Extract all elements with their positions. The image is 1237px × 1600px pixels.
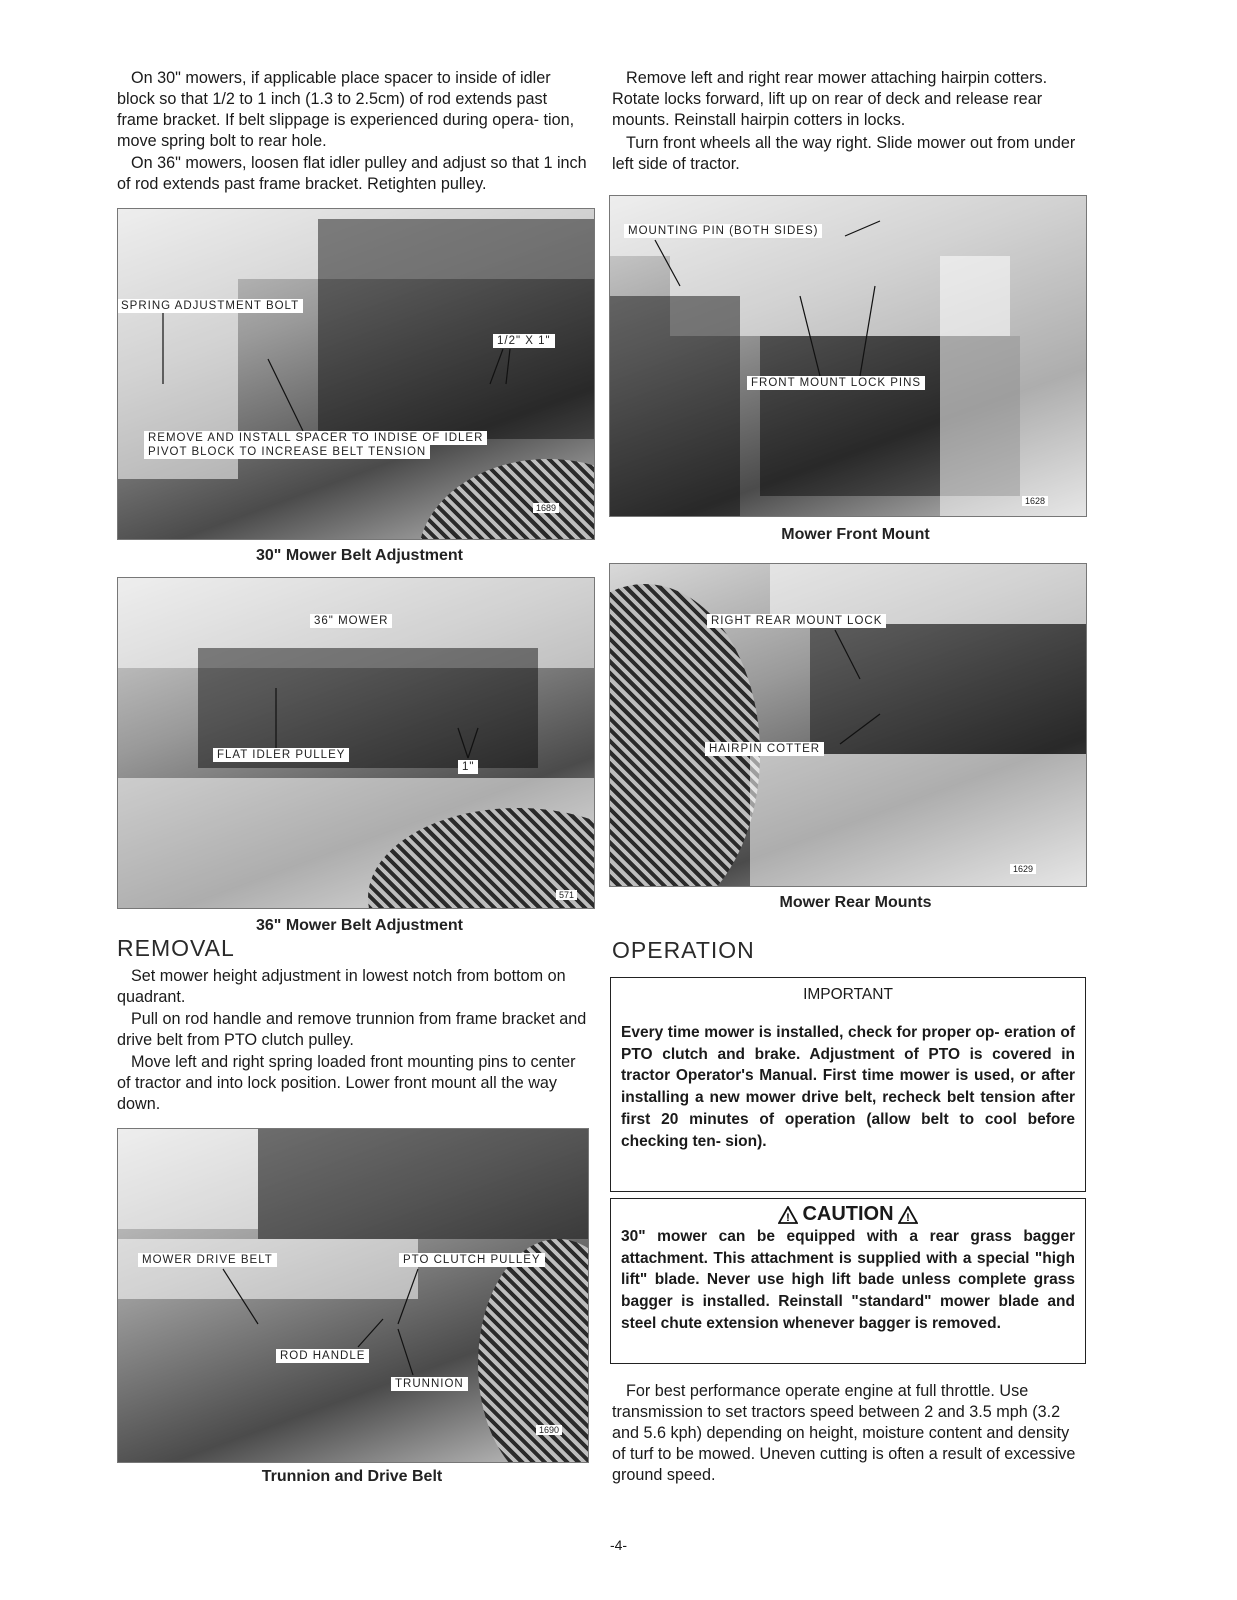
photo-36in-belt-adjustment [117, 577, 595, 909]
figure-number-571: 571 [556, 890, 577, 900]
callout-hairpin-cotter: HAIRPIN COTTER [705, 742, 824, 756]
leader-lines-fig4 [610, 196, 1086, 516]
heading-removal: REMOVAL [117, 935, 235, 961]
figure-number-1689: 1689 [533, 503, 559, 513]
callout-mower-drive-belt: MOWER DRIVE BELT [138, 1253, 277, 1267]
svg-text:!: ! [786, 1211, 791, 1224]
removal-paragraph-1: Set mower height adjustment in lowest notch from bottom on quadrant. [117, 967, 566, 1006]
photo-mower-rear-mounts [609, 563, 1087, 887]
leader-lines-fig5 [610, 564, 1086, 886]
callout-flat-idler-pulley: FLAT IDLER PULLEY [213, 748, 349, 762]
callout-half-by-one: 1/2" X 1" [493, 334, 555, 348]
callout-spring-adjustment-bolt: SPRING ADJUSTMENT BOLT [117, 299, 303, 313]
figure-number-1690: 1690 [536, 1425, 562, 1435]
removal-paragraph-2: Pull on rod handle and remove trunnion from frame bracket and drive belt from PTO clutch pulley. [117, 1010, 587, 1049]
removal-paragraph-3: Move left and right spring loaded front mounting pins to center of tractor and into lock position. Lower front mount all the way down. [117, 1053, 576, 1113]
leader-lines-fig1 [118, 209, 594, 539]
photo-trunnion-drive-belt [117, 1128, 589, 1463]
caution-notice-box [610, 1198, 1086, 1364]
callout-trunnion: TRUNNION [391, 1377, 468, 1391]
important-title: IMPORTANT [803, 986, 893, 1003]
svg-text:!: ! [905, 1211, 910, 1224]
caption-30in-belt-adjustment: 30" Mower Belt Adjustment [255, 547, 464, 564]
caption-trunnion-drive-belt: Trunnion and Drive Belt [261, 1468, 443, 1485]
callout-rod-handle: ROD HANDLE [276, 1349, 369, 1363]
caution-title: CAUTION [802, 1203, 894, 1225]
figure-number-1628: 1628 [1022, 496, 1048, 506]
callout-remove-spacer-line1: REMOVE AND INSTALL SPACER TO INDISE OF IDLER [144, 431, 487, 445]
callout-remove-spacer-line2: PIVOT BLOCK TO INCREASE BELT TENSION [144, 445, 430, 459]
callout-pto-clutch-pulley: PTO CLUTCH PULLEY [399, 1253, 545, 1267]
right-paragraph-1: Remove left and right rear mower attaching hairpin cotters. Rotate locks forward, lift up on rear of deck and release rear mounts. Reinstall hairpin cotters in locks. [612, 69, 1048, 129]
caption-mower-front-mount: Mower Front Mount [781, 526, 930, 543]
photo-mower-front-mount [609, 195, 1087, 517]
important-text: Every time mower is installed, check for proper op- eration of PTO clutch and brake. Adjustment of PTO is covered in tractor Operator's Manual. First time mower is used, or after installing a new mower drive belt, recheck belt tension after first 20 minutes of operation (allow belt to cool before checking ten- sion). [621, 1024, 1075, 1150]
callout-mounting-pin: MOUNTING PIN (BOTH SIDES) [624, 224, 822, 238]
leader-lines-fig2 [118, 578, 594, 908]
callout-front-mount-lock-pins: FRONT MOUNT LOCK PINS [747, 376, 925, 390]
caution-heading [621, 1203, 1075, 1226]
callout-36in-mower: 36" MOWER [310, 614, 392, 628]
warning-triangle-icon [898, 1206, 918, 1224]
warning-triangle-icon [778, 1206, 798, 1224]
page-number: -4- [609, 1537, 628, 1553]
figure-number-1629: 1629 [1010, 864, 1036, 874]
caption-36in-belt-adjustment: 36" Mower Belt Adjustment [255, 917, 464, 934]
caption-mower-rear-mounts: Mower Rear Mounts [779, 894, 932, 911]
photo-30in-belt-adjustment [117, 208, 595, 540]
heading-operation: OPERATION [612, 937, 755, 963]
intro-paragraph-36in: On 36" mowers, loosen flat idler pulley and adjust so that 1 inch of rod extends past frame bracket. Retighten pulley. [117, 154, 587, 193]
operation-final-paragraph: For best performance operate engine at full throttle. Use transmission to set tractors speed between 2 and 3.5 mph (3.2 and 5.6 kph) depending on height, moisture content and density of turf to be mowed. Uneven cutting is often a result of excessive ground speed. [612, 1382, 1076, 1484]
intro-paragraph-30in: On 30" mowers, if applicable place spacer to inside of idler block so that 1/2 to 1 inch (1.3 to 2.5cm) of rod extends past frame bracket. If belt slippage is experienced during opera- tion, move spring bolt to rear hole. [117, 69, 575, 150]
callout-one-inch: 1" [458, 760, 478, 774]
right-paragraph-2: Turn front wheels all the way right. Slide mower out from under left side of tractor. [612, 134, 1076, 173]
callout-right-rear-mount-lock: RIGHT REAR MOUNT LOCK [707, 614, 886, 628]
leader-lines-fig3 [118, 1129, 588, 1462]
caution-text: 30" mower can be equipped with a rear grass bagger attachment. This attachment is supplied with a special "high lift" blade. Never use high lift bade unless complete grass bagger is installed. Reinstall "standard" mower blade and steel chute extension whenever bagger is removed. [621, 1228, 1075, 1332]
important-notice-box [610, 977, 1086, 1192]
